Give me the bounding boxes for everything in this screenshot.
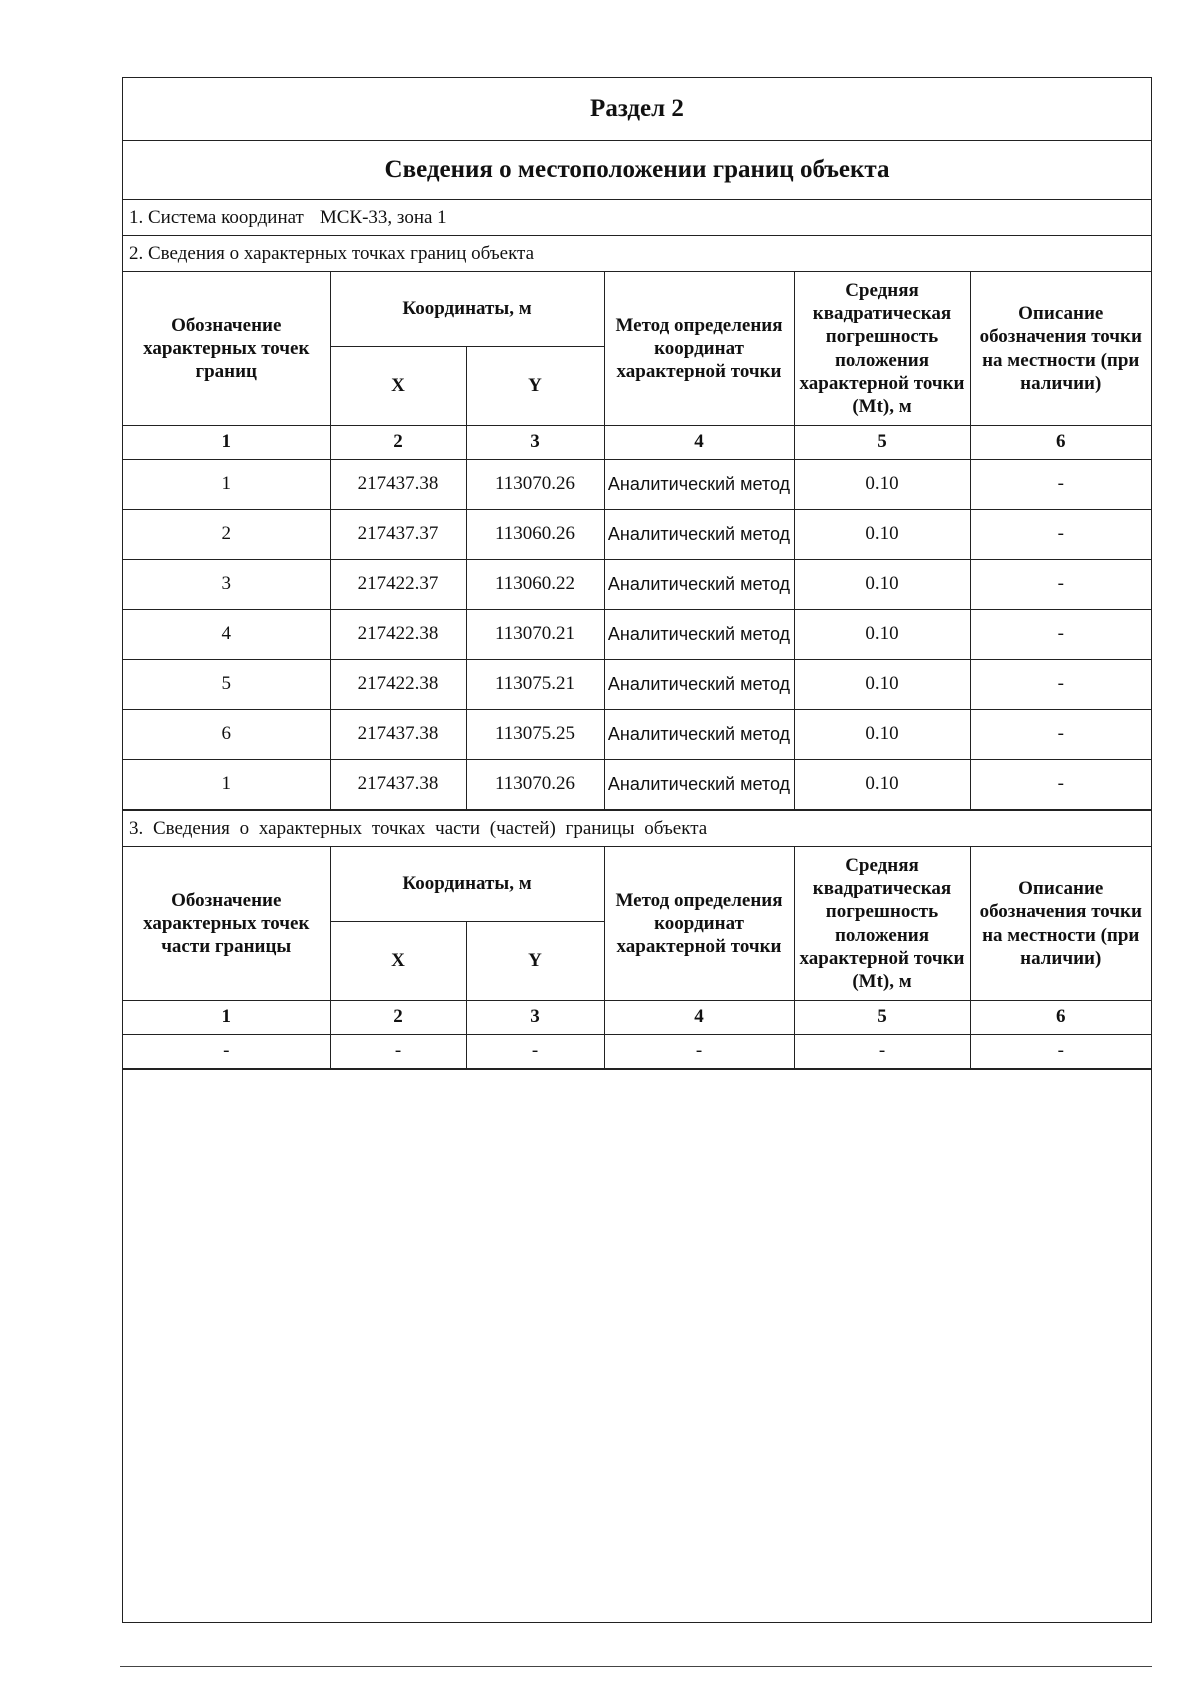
cell-method: - xyxy=(604,1035,794,1069)
cell-y: 113075.25 xyxy=(466,710,604,760)
cell-description: - xyxy=(970,710,1151,760)
header-coordinates: Координаты, м xyxy=(330,847,604,922)
header-method: Метод определения координат характерной точки xyxy=(604,847,794,1001)
column-number: 1 xyxy=(123,1001,330,1035)
cell-y: 113075.21 xyxy=(466,660,604,710)
boundary-points-heading: 2. Сведения о характерных точках границ объекта xyxy=(123,236,1151,272)
table-row xyxy=(123,610,1151,660)
column-number: 6 xyxy=(970,426,1151,460)
cell-y: 113070.26 xyxy=(466,460,604,510)
cell-method: Аналитический метод xyxy=(604,460,794,510)
cell-description: - xyxy=(970,760,1151,810)
cell-error: 0.10 xyxy=(794,460,970,510)
cell-error: - xyxy=(794,1035,970,1069)
cell-error: 0.10 xyxy=(794,710,970,760)
cell-point: 1 xyxy=(123,760,330,810)
column-number: 1 xyxy=(123,426,330,460)
cell-method: Аналитический метод xyxy=(604,660,794,710)
boundary-points-table xyxy=(123,272,1151,810)
cell-description: - xyxy=(970,560,1151,610)
cell-point: 6 xyxy=(123,710,330,760)
table-row xyxy=(123,760,1151,810)
cell-x: 217422.38 xyxy=(330,610,466,660)
header-designation: Обозначение характерных точек части границы xyxy=(123,847,330,1001)
column-number: 4 xyxy=(604,426,794,460)
cell-y: 113070.21 xyxy=(466,610,604,660)
cell-point: - xyxy=(123,1035,330,1069)
table-row xyxy=(123,510,1151,560)
header-coordinates: Координаты, м xyxy=(330,272,604,347)
cell-error: 0.10 xyxy=(794,510,970,560)
blank-area xyxy=(123,1069,1151,1070)
cell-x: 217422.38 xyxy=(330,660,466,710)
header-row xyxy=(123,272,1151,347)
cell-method: Аналитический метод xyxy=(604,510,794,560)
part-points-table xyxy=(123,847,1151,1069)
header-designation: Обозначение характерных точек границ xyxy=(123,272,330,426)
cell-point: 2 xyxy=(123,510,330,560)
cell-description: - xyxy=(970,510,1151,560)
section-title: Раздел 2 xyxy=(123,78,1151,141)
cell-point: 3 xyxy=(123,560,330,610)
column-number: 4 xyxy=(604,1001,794,1035)
section-subtitle: Сведения о местоположении границ объекта xyxy=(123,141,1151,200)
column-number: 3 xyxy=(466,426,604,460)
cell-x: 217422.37 xyxy=(330,560,466,610)
table-row xyxy=(123,710,1151,760)
cell-y: 113060.22 xyxy=(466,560,604,610)
part-points-heading: 3. Сведения о характерных точках части (частей) границы объекта xyxy=(123,810,1151,847)
coordinate-system-row xyxy=(123,200,1151,236)
cell-x: 217437.38 xyxy=(330,710,466,760)
cell-description: - xyxy=(970,1035,1151,1069)
table-row xyxy=(123,1035,1151,1069)
cell-method: Аналитический метод xyxy=(604,710,794,760)
cell-x: - xyxy=(330,1035,466,1069)
cell-description: - xyxy=(970,460,1151,510)
cell-y: - xyxy=(466,1035,604,1069)
header-row xyxy=(123,847,1151,922)
cell-error: 0.10 xyxy=(794,660,970,710)
footer-rule xyxy=(120,1666,1152,1667)
cell-error: 0.10 xyxy=(794,760,970,810)
cell-description: - xyxy=(970,610,1151,660)
cell-point: 5 xyxy=(123,660,330,710)
cell-x: 217437.38 xyxy=(330,760,466,810)
cell-method: Аналитический метод xyxy=(604,760,794,810)
column-number: 2 xyxy=(330,426,466,460)
cell-method: Аналитический метод xyxy=(604,560,794,610)
table-row xyxy=(123,460,1151,510)
cell-x: 217437.38 xyxy=(330,460,466,510)
cell-error: 0.10 xyxy=(794,560,970,610)
header-error: Средняя квадратическая погрешность положения характерной точки (Mt), м xyxy=(794,847,970,1001)
header-method: Метод определения координат характерной точки xyxy=(604,272,794,426)
column-number-row xyxy=(123,1001,1151,1035)
coordinate-system-value: МСК-33, зона 1 xyxy=(319,206,447,228)
document-frame xyxy=(122,77,1152,1623)
header-description: Описание обозначения точки на местности (при наличии) xyxy=(970,272,1151,426)
coordinate-system-label: 1. Система координат xyxy=(129,206,304,228)
column-number: 2 xyxy=(330,1001,466,1035)
column-number: 6 xyxy=(970,1001,1151,1035)
column-number: 5 xyxy=(794,426,970,460)
cell-point: 4 xyxy=(123,610,330,660)
cell-y: 113060.26 xyxy=(466,510,604,560)
cell-point: 1 xyxy=(123,460,330,510)
header-description: Описание обозначения точки на местности (при наличии) xyxy=(970,847,1151,1001)
column-number: 3 xyxy=(466,1001,604,1035)
column-number: 5 xyxy=(794,1001,970,1035)
table-row xyxy=(123,660,1151,710)
cell-method: Аналитический метод xyxy=(604,610,794,660)
header-y: Y xyxy=(466,347,604,426)
header-error: Средняя квадратическая погрешность положения характерной точки (Mt), м xyxy=(794,272,970,426)
cell-x: 217437.37 xyxy=(330,510,466,560)
header-y: Y xyxy=(466,922,604,1001)
cell-description: - xyxy=(970,660,1151,710)
cell-y: 113070.26 xyxy=(466,760,604,810)
header-x: X xyxy=(330,922,466,1001)
header-x: X xyxy=(330,347,466,426)
table-row xyxy=(123,560,1151,610)
cell-error: 0.10 xyxy=(794,610,970,660)
column-number-row xyxy=(123,426,1151,460)
